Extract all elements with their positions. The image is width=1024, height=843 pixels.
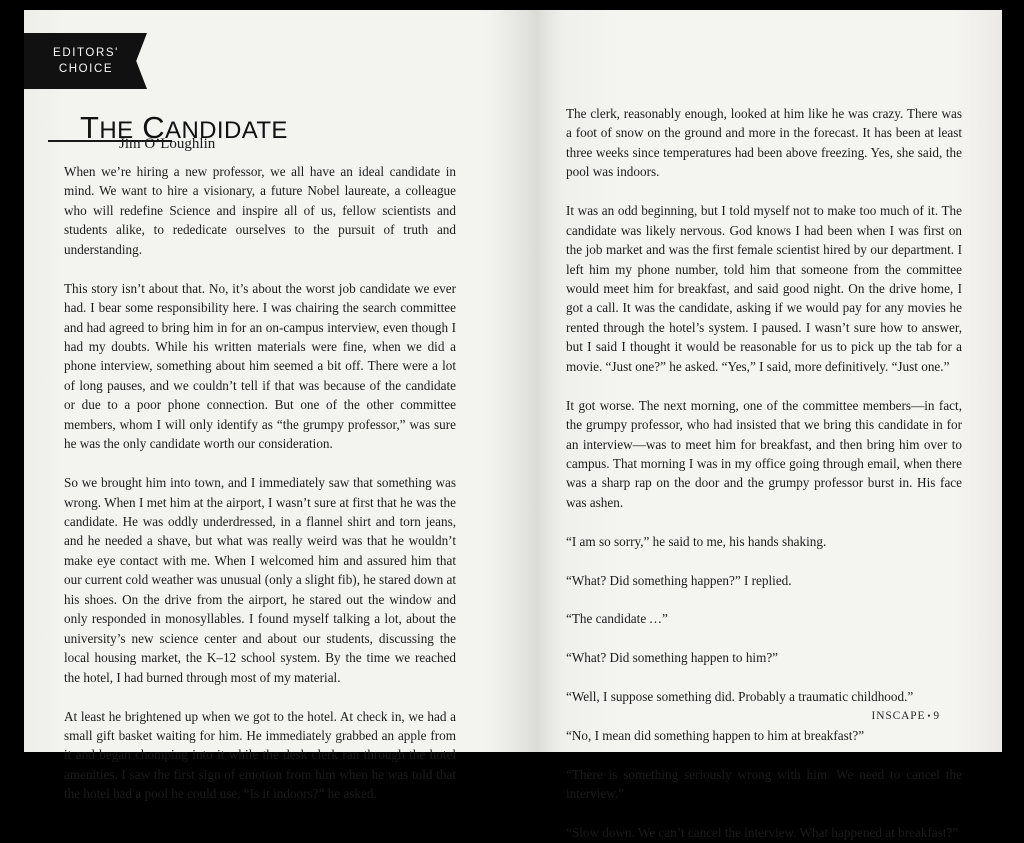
- paragraph: “The candidate …”: [566, 611, 668, 627]
- page-folio: [872, 710, 940, 722]
- ribbon-line-1: EDITORS': [53, 47, 119, 59]
- page-sheet: [24, 10, 1002, 841]
- paragraph: “Well, I suppose something did. Probably a traumatic childhood.”: [566, 689, 914, 705]
- editors-choice-ribbon-tail: [123, 33, 147, 89]
- editors-choice-ribbon: [24, 33, 123, 89]
- paragraph: So we brought him into town, and I immediately saw that something was wrong. When I met him at the airport, I wasn’t sure at first that he was the candidate. He was oddly underdressed, in a flannel shirt and torn jeans, and he needed a shave, but what was really weird was that he wouldn’t make eye contact with me. When I welcomed him and assured him that our current cold weather was unusual (only a slight fib), he stared down at his shoes. On the drive from the airport, he stared out the window and only responded in monosyllables. I found myself talking a lot, about the university’s new science center and about our students, discussing the local housing market, the K–12 school system. By the time we reached the hotel, I had burned through most of my material.: [64, 475, 456, 685]
- folio-separator: •: [927, 711, 932, 722]
- folio-page-number: 9: [933, 710, 940, 722]
- right-column: [566, 104, 962, 843]
- left-column: [64, 162, 456, 804]
- paragraph: This story isn’t about that. No, it’s about the worst job candidate we ever had. I bear some responsibility here. I was chairing the search committee and had agreed to bring him in for an on-campus interview, even though I had my doubts. While his written materials were fine, when we did a phone interview, something about him seemed a bit off. There were a lot of long pauses, and we couldn’t tell if that was because of the candidate or due to a poor phone connection. But one of the other committee members, whom I will only identify as “the grumpy professor,” was sure he was the only candidate worth our consideration.: [64, 280, 456, 452]
- ribbon-line-2: CHOICE: [58, 63, 114, 75]
- paragraph: “No, I mean did something happen to him at breakfast?”: [566, 728, 865, 743]
- paragraph: “Slow down. We can’t cancel the interview. What happened at breakfast?”: [566, 825, 959, 841]
- paragraph: When we’re hiring a new professor, we all have an ideal candidate in mind. We want to hire a visionary, a future Nobel laureate, a colleague who will redefine Science and inspire all of us, fellow scientists and students alike, to rededicate ourselves to the pursuit of truth and understanding.: [64, 164, 456, 257]
- article-byline: Jim O’Loughlin: [119, 136, 216, 152]
- title-word-candidate: CANDIDATE: [142, 110, 288, 145]
- paragraph: It was an odd beginning, but I told myself not to make too much of it. The candidate was likely nervous. God knows I had been when I was first on the job market and was the first female scientist hired by our department. I left him my phone number, told him that someone from the committee would meet him for breakfast, and said good night. On the drive home, I got a call. It was the candidate, asking if we would pay for any movies he rented through the hotel’s system. I paused. I wasn’t sure how to answer, but I said I thought it would be reasonable for us to pick up the tab for a movie. “Just one?” he asked. “Yes,” I said, more definitively. “Just one.”: [566, 203, 962, 374]
- paragraph: At least he brightened up when we got to the hotel. At check in, we had a small gift basket waiting for him. He immediately grabbed an apple from it and began chomping into it while the desk clerk ran through the hotel amenities. I saw the first sign of emotion from him when he was told that the hotel had a pool he could use. “Is it indoors?” he asked.: [64, 708, 456, 802]
- paragraph: The clerk, reasonably enough, looked at him like he was crazy. There was a foot of snow on the ground and more in the forecast. It has been at least three weeks since temperatures had been above freezing. Yes, she said, the pool was indoors.: [566, 106, 962, 180]
- paragraph: “What? Did something happen to him?”: [566, 650, 779, 666]
- page-gutter-shading: [494, 10, 564, 752]
- paragraph: “There is something seriously wrong with him. We need to cancel the interview.”: [566, 766, 962, 802]
- folio-publication: INSCAPE: [871, 710, 926, 722]
- paragraph: “What? Did something happen?” I replied.: [566, 572, 792, 588]
- title-word-the: THE: [80, 110, 134, 145]
- paragraph: “I am so sorry,” he said to me, his hands shaking.: [566, 533, 827, 549]
- paragraph: It got worse. The next morning, one of the committee members—in fact, the grumpy professor, who had insisted that we bring this candidate in for an interview—was to meet him for breakfast, and then bring him over to campus. That morning I was in my office going through email, when there was a sharp rap on the door and the grumpy professor burst in. His face was ashen.: [566, 397, 962, 510]
